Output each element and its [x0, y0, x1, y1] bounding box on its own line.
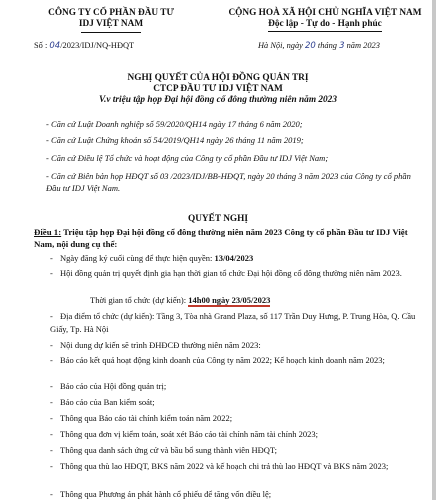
venue-item: - Địa điểm tổ chức (dự kiến): Tầng 3, Tòa nhà Grand Plaza, số 117 Trần Duy Hưng, P. Trung Hòa, Q. Cầu Giấy, Tp. Hà Nội	[50, 311, 416, 334]
title-subtitle: V.v triệu tập họp Đại hội đồng cổ đông thường niên năm 2023	[99, 95, 337, 105]
agenda-item-text: Thông qua danh sách ứng cử và bầu bổ sung thành viên HĐQT;	[60, 445, 277, 455]
article-1	[34, 226, 416, 250]
nation-motto: Độc lập - Tự do - Hạnh phúc	[268, 19, 382, 32]
agenda-item: - Thông qua Phương án phát hành cổ phiếu để tăng vốn điều lệ;	[50, 489, 272, 499]
company-underline	[81, 32, 141, 33]
agenda-item: - Thông qua thù lao HĐQT, BKS năm 2022 và kế hoạch chi trả thù lao HĐQT và BKS năm 2023;	[50, 461, 389, 471]
agenda-item: - Thông qua đơn vị kiểm toán, soát xét Báo cáo tài chính năm tài chính 2023;	[50, 429, 319, 439]
date-month: 3	[339, 41, 345, 51]
company-name-line1: CÔNG TY CỔ PHẦN ĐẦU TƯ	[48, 8, 174, 18]
decision-heading: QUYẾT NGHỊ	[187, 214, 248, 224]
meeting-time-label: Thời gian tổ chức (dự kiến):	[90, 295, 187, 305]
article-1-text: Triệu tập họp Đại hội đồng cổ đông thường niên năm 2023 Công ty cổ phần Đầu tư IDJ Việt Nam, nội dung cụ thể:	[34, 227, 408, 249]
title-line1: NGHỊ QUYẾT CỦA HỘI ĐỒNG QUẢN TRỊ	[127, 73, 309, 83]
agenda-item-text: Thông qua Phương án phát hành cổ phiếu để tăng vốn điều lệ;	[60, 489, 272, 499]
nation-title: CỘNG HOÀ XÃ HỘI CHỦ NGHĨA VIỆT NAM	[228, 8, 422, 18]
ref-suffix: /2023/IDJ/NQ-HĐQT	[60, 41, 135, 50]
agenda-item: - Báo cáo của Hội đồng quản trị;	[50, 381, 167, 391]
record-date-label: Ngày đăng ký cuối cùng để thực hiện quyền:	[60, 253, 213, 263]
agenda-item: - Báo cáo kết quả hoạt động kinh doanh của Công ty năm 2022; Kế hoạch kinh doanh năm 2023;	[50, 355, 385, 365]
company-name-line2: IDJ VIỆT NAM	[78, 19, 144, 29]
date-day: 20	[305, 41, 316, 51]
board-extension-text: Hội đồng quản trị quyết định gia hạn thời gian tổ chức Đại hội đồng cổ đông thường niên năm 2023.	[60, 268, 402, 278]
title-line2: CTCP ĐẦU TƯ IDJ VIỆT NAM	[153, 84, 283, 94]
agenda-heading-item: - Nội dung dự kiến sẽ trình ĐHĐCĐ thường niên năm 2023:	[50, 340, 261, 350]
company-block	[22, 8, 200, 33]
agenda-item-text: Báo cáo của Ban kiểm soát;	[60, 397, 155, 407]
agenda-item: - Báo cáo của Ban kiểm soát;	[50, 397, 155, 407]
agenda-item-text: Báo cáo của Hội đồng quản trị;	[60, 381, 167, 391]
nation-block	[218, 8, 432, 32]
article-1-label: Điều 1:	[34, 227, 62, 237]
ref-handwritten-number: 04	[49, 41, 61, 51]
agenda-item-text: Báo cáo kết quả hoạt động kinh doanh của Công ty năm 2022; Kế hoạch kinh doanh năm 2023;	[60, 355, 385, 365]
resolution-title	[0, 73, 436, 106]
date-mid: tháng	[317, 41, 337, 50]
basis-item: - Căn cứ Luật Chứng khoán số 54/2019/QH14 ngày 26 tháng 11 năm 2019;	[46, 135, 304, 145]
date-year: năm 2023	[346, 41, 380, 50]
record-date-item: - Ngày đăng ký cuối cùng để thực hiện quyền: 13/04/2023	[50, 253, 254, 263]
venue-label: Địa điểm tổ chức (dự kiến):	[60, 311, 155, 321]
agenda-item-text: Thông qua thù lao HĐQT, BKS năm 2022 và kế hoạch chi trả thù lao HĐQT và BKS năm 2023;	[60, 461, 389, 471]
agenda-item-text: Thông qua đơn vị kiểm toán, soát xét Báo cáo tài chính năm tài chính 2023;	[60, 429, 319, 439]
agenda-label: Nội dung dự kiến sẽ trình ĐHĐCĐ thường niên năm 2023:	[60, 340, 261, 350]
ref-prefix: Số :	[34, 41, 48, 50]
basis-item: - Căn cứ Điều lệ Tổ chức và hoạt động của Công ty cổ phần Đầu tư IDJ Việt Nam;	[46, 153, 329, 163]
record-date-value: 13/04/2023	[214, 253, 254, 263]
venue-value: Tầng 3, Tòa nhà Grand Plaza, số 117 Trần Duy Hưng, P. Trung Hòa, Q. Cầu Giấy, Tp. Hà Nội	[50, 311, 416, 334]
meeting-time-value: 14h00 ngày 23/05/2023	[188, 295, 271, 305]
reference-number	[34, 41, 134, 51]
agenda-item: - Thông qua danh sách ứng cử và bầu bổ sung thành viên HĐQT;	[50, 445, 277, 455]
agenda-item-text: Thông qua Báo cáo tài chính kiểm toán năm 2022;	[60, 413, 233, 423]
board-extension-item: - Hội đồng quản trị quyết định gia hạn thời gian tổ chức Đại hội đồng cổ đông thường niên năm 2023.	[50, 268, 402, 278]
agenda-item: - Thông qua Báo cáo tài chính kiểm toán năm 2022;	[50, 413, 233, 423]
basis-item: - Căn cứ Luật Doanh nghiệp số 59/2020/QH14 ngày 17 tháng 6 năm 2020;	[46, 119, 303, 129]
date-prefix: Hà Nội, ngày	[258, 41, 303, 50]
issue-date	[258, 41, 380, 51]
meeting-time-item	[90, 294, 416, 307]
basis-item: - Căn cứ Biên bản họp HĐQT số 03 /2023/IDJ/BB-HĐQT, ngày 20 tháng 3 năm 2023 của Công ty cổ phần Đầu tư IDJ Việt Nam.	[46, 171, 411, 193]
